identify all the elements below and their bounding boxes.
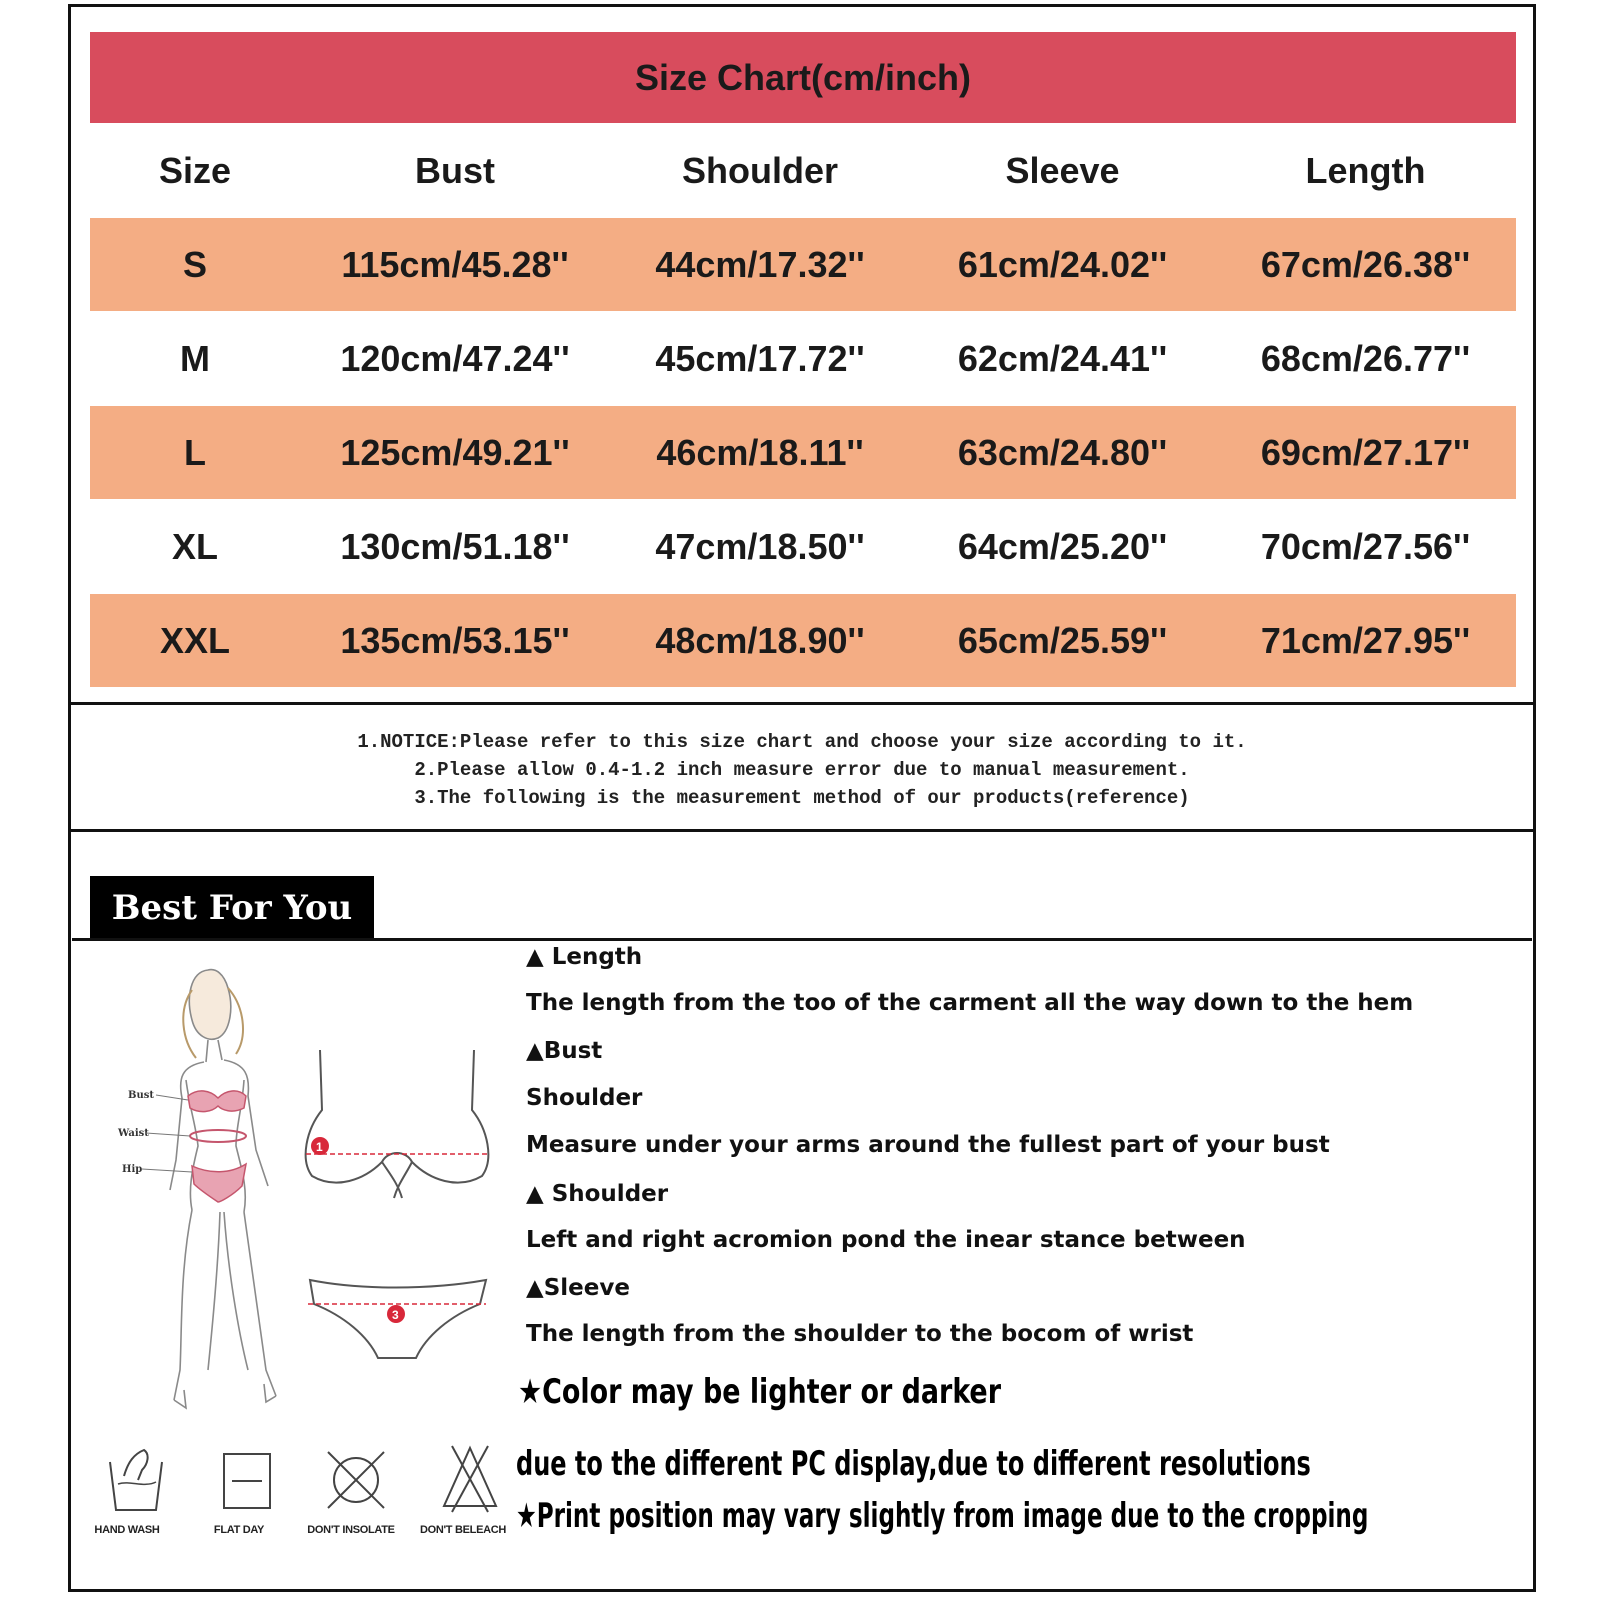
shoulder-cell: 47cm/18.50'' — [655, 525, 865, 567]
shoulder-heading: ▲ Shoulder — [526, 1181, 669, 1207]
header-bust: Bust — [415, 149, 495, 191]
length-cell: 70cm/27.56'' — [1260, 525, 1471, 567]
notice-line: 1.NOTICE:Please refer to this size chart and choose your size according to it. — [357, 731, 1247, 753]
hip-label: Hip — [122, 1164, 143, 1175]
table-row — [90, 500, 1516, 593]
sleeve-cell: 64cm/25.20'' — [957, 525, 1168, 567]
hand-wash-icon — [96, 1440, 176, 1514]
display-disclaimer: due to the different PC display,due to different resolutions — [516, 1444, 1311, 1484]
size-cell: XXL — [159, 619, 230, 661]
measurement-figure — [100, 950, 520, 1420]
size-cell: S — [182, 243, 207, 285]
header-sleeve: Sleeve — [1005, 149, 1120, 191]
color-disclaimer: ★Color may be lighter or darker — [518, 1372, 1001, 1412]
table-row — [90, 406, 1516, 499]
waist-label: Waist — [118, 1128, 149, 1139]
flat-dry-label: FLAT DAY — [213, 1524, 265, 1536]
dont-insolate-icon — [316, 1440, 396, 1514]
bust-cell: 125cm/49.21'' — [340, 431, 570, 473]
bust-description: Measure under your arms around the fullest part of your bust — [526, 1132, 1330, 1158]
header-size: Size — [158, 149, 232, 191]
shoulder-cell: 44cm/17.32'' — [655, 243, 865, 285]
marker-3-label: 3 — [392, 1308, 399, 1322]
length-cell: 71cm/27.95'' — [1260, 619, 1471, 661]
size-cell: L — [184, 431, 206, 473]
marker-1-label: 1 — [316, 1140, 323, 1154]
bust-cell: 120cm/47.24'' — [340, 337, 570, 379]
sleeve-cell: 62cm/24.41'' — [957, 337, 1168, 379]
length-cell: 69cm/27.17'' — [1260, 431, 1471, 473]
bust-cell: 115cm/45.28'' — [341, 243, 569, 285]
notice-line: 2.Please allow 0.4-1.2 inch measure error due to manual measurement. — [414, 759, 1190, 781]
notice-block — [70, 728, 1534, 812]
dont-bleach-icon — [430, 1440, 510, 1514]
bust-heading: ▲Bust — [526, 1038, 603, 1064]
sleeve-cell: 65cm/25.59'' — [957, 619, 1168, 661]
bust-cell: 135cm/53.15'' — [340, 619, 570, 661]
shoulder-description: Left and right acromion pond the inear stance between — [526, 1227, 1246, 1253]
header-length: Length — [1305, 149, 1426, 191]
shoulder-cell: 45cm/17.72'' — [655, 337, 865, 379]
table-row — [90, 594, 1516, 687]
length-cell: 67cm/26.38'' — [1260, 243, 1471, 285]
dont-bleach-label: DON'T BELEACH — [419, 1524, 507, 1536]
shoulder-cell: 48cm/18.90'' — [655, 619, 865, 661]
section-divider — [68, 702, 1536, 705]
best-for-you-tab — [90, 876, 374, 940]
bikini-on-figure — [188, 1091, 246, 1202]
bust-cell: 130cm/51.18'' — [340, 525, 570, 567]
bra-diagram — [306, 1050, 490, 1198]
section-divider — [68, 829, 1536, 832]
notice-line: 3.The following is the measurement method of our products(reference) — [414, 787, 1190, 809]
print-disclaimer: ★Print position may vary slightly from image due to the cropping — [516, 1496, 1369, 1536]
hand-wash-label: HAND WASH — [94, 1524, 160, 1536]
size-cell: XL — [171, 525, 218, 567]
length-description: The length from the too of the carment all the way down to the hem — [526, 990, 1414, 1016]
dont-insolate-label: DON'T INSOLATE — [307, 1524, 395, 1536]
bust-subheading: Shoulder — [526, 1085, 643, 1111]
size-chart-title-bar — [90, 32, 1516, 123]
sleeve-cell: 63cm/24.80'' — [957, 431, 1168, 473]
header-shoulder: Shoulder — [681, 149, 838, 191]
sleeve-heading: ▲Sleeve — [526, 1275, 630, 1301]
table-header-row — [90, 124, 1516, 217]
size-cell: M — [180, 337, 210, 379]
table-row — [90, 312, 1516, 405]
shoulder-cell: 46cm/18.11'' — [656, 431, 864, 473]
size-chart-title: Size Chart(cm/inch) — [634, 56, 972, 98]
length-heading: ▲ Length — [526, 944, 643, 970]
best-for-you-rule — [72, 938, 1532, 941]
sleeve-description: The length from the shoulder to the bocom of wrist — [526, 1321, 1194, 1347]
bust-label: Bust — [128, 1090, 154, 1101]
best-for-you-label: Best For You — [111, 888, 353, 928]
sleeve-cell: 61cm/24.02'' — [957, 243, 1168, 285]
table-row — [90, 218, 1516, 311]
length-cell: 68cm/26.77'' — [1260, 337, 1471, 379]
flat-dry-icon — [206, 1440, 286, 1514]
